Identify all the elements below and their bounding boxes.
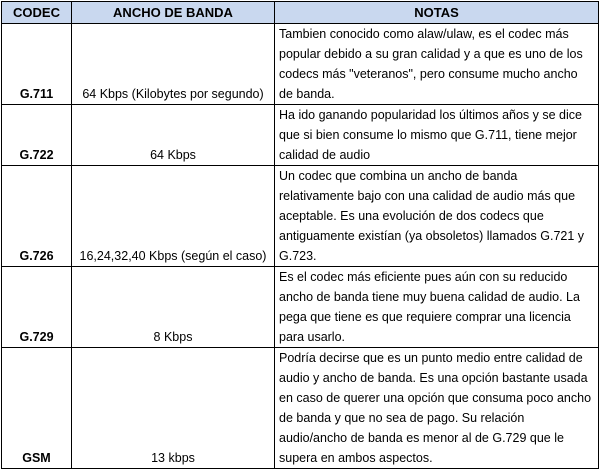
bandwidth-cell: 64 Kbps [72,105,275,166]
notes-cell: Podría decirse que es un punto medio entre calidad de audio y ancho de banda. Es una opción bastante usada en caso de querer una opción que consuma poco ancho de banda y que no sea de pago. Su relación audio/ancho de banda es menor al de G.729 que le supera en ambos aspectos. [275,348,599,469]
codec-comparison-table [1,1,599,469]
table-row [2,267,599,348]
notes-cell: Ha ido ganando popularidad los últimos años y se dice que si bien consume lo mismo que G.711, tiene mejor calidad de audio [275,105,599,166]
table-header-row [2,2,599,24]
bandwidth-cell: 8 Kbps [72,267,275,348]
codec-cell: G.729 [2,267,72,348]
header-bandwidth: ANCHO DE BANDA [72,2,275,24]
bandwidth-cell: 13 kbps [72,348,275,469]
notes-cell: Un codec que combina un ancho de banda relativamente bajo con una calidad de audio más que aceptable. Es una evolución de dos codecs que antiguamente existían (ya obsoletos) llamados G.721 y G.723. [275,166,599,267]
table-row [2,105,599,166]
notes-cell: Es el codec más eficiente pues aún con su reducido ancho de banda tiene muy buena calidad de audio. La pega que tiene es que requiere comprar una licencia para usarlo. [275,267,599,348]
table-row [2,24,599,105]
notes-cell: Tambien conocido como alaw/ulaw, es el codec más popular debido a su gran calidad y a que es uno de los codecs más "veteranos", pero consume mucho ancho de banda. [275,24,599,105]
codec-cell: G.711 [2,24,72,105]
table-row [2,348,599,469]
header-codec: CODEC [2,2,72,24]
header-notes: NOTAS [275,2,599,24]
codec-cell: GSM [2,348,72,469]
bandwidth-cell: 64 Kbps (Kilobytes por segundo) [72,24,275,105]
codec-cell: G.726 [2,166,72,267]
table-row [2,166,599,267]
bandwidth-cell: 16,24,32,40 Kbps (según el caso) [72,166,275,267]
codec-cell: G.722 [2,105,72,166]
